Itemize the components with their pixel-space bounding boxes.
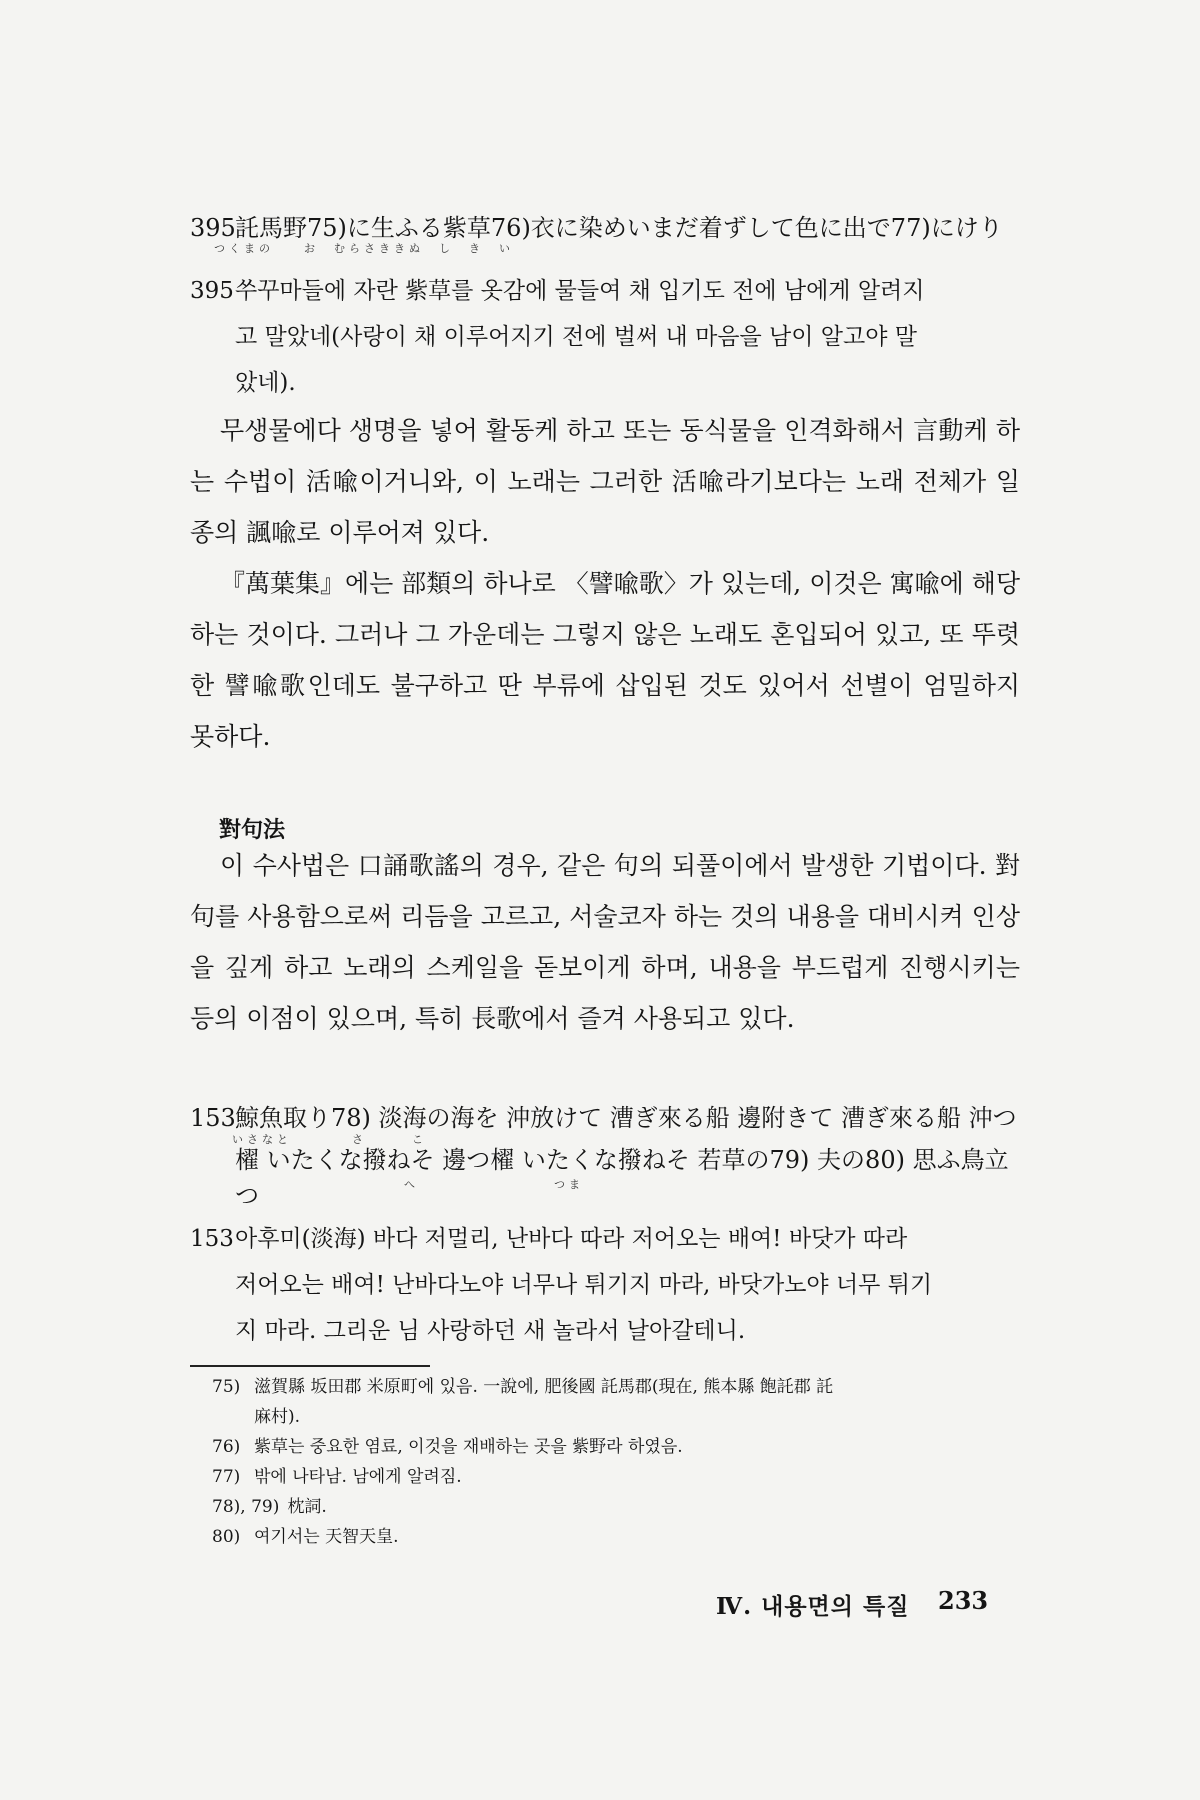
verse-153-furigana: いさなと さ こ <box>232 1133 427 1146</box>
verse-153-translation <box>190 1216 1030 1354</box>
footnote-text: 紫草는 중요한 염료, 이것을 재배하는 곳을 紫野라 하였음. <box>254 1437 683 1457</box>
verse-number: 153 <box>190 1226 234 1252</box>
page-number: 233 <box>938 1586 989 1615</box>
footnote-text: 밖에 나타남. 남에게 알려짐. <box>254 1467 462 1487</box>
translation-line: 저어오는 배여! 난바다노야 너무나 튀기지 마라, 바닷가노야 너무 튀기 <box>235 1272 933 1298</box>
verse-line: 鯨魚取り78) 淡海の海を 沖放けて 漕ぎ來る船 邊附きて 漕ぎ來る船 沖つ <box>235 1104 1017 1132</box>
verse-395-furigana: つくまの お むらさききぬ し き い <box>214 242 514 255</box>
footnote-text: 여기서는 天智天皇. <box>254 1527 399 1547</box>
verse-number: 395 <box>190 214 236 242</box>
translation-line: 았네). <box>235 370 296 396</box>
footnote-number: 80) <box>212 1527 241 1547</box>
footnotes <box>212 1372 1022 1552</box>
footnote-divider <box>190 1365 430 1367</box>
footnote-number: 76) <box>212 1437 241 1457</box>
paragraph: 이 수사법은 口誦歌謠의 경우, 같은 句의 되풀이에서 발생한 기법이다. 對句를 사용함으로써 리듬을 고르고, 서술코자 하는 것의 내용을 대비시켜 인상을 깊게 하고 노래의 스케일을 돋보이게 하며, 내용을 부드럽게 진행시키는 등의 이점이 있으며, 특히 長歌에서 즐겨 사용되고 있다. <box>190 851 1020 1033</box>
paragraph: 『萬葉集』에는 部類의 하나로 〈譬喩歌〉가 있는데, 이것은 寓喩에 해당하는 것이다. 그러나 그 가운데는 그렇지 않은 노래도 혼입되어 있고, 또 뚜렷한 譬喩歌인데도 불구하고 딴 부류에 삽입된 것도 있어서 선별이 엄밀하지 못하다. <box>190 569 1020 751</box>
verse-number: 153 <box>190 1104 236 1132</box>
footnote-text: 滋賀縣 坂田郡 米原町에 있음. 一說에, 肥後國 託馬郡(現在, 熊本縣 飽託郡 託 <box>254 1377 834 1397</box>
body-text <box>190 405 1020 762</box>
verse-395-translation <box>190 268 1020 406</box>
verse-text: 託馬野75)に生ふる紫草76)衣に染めいまだ着ずして色に出で77)にけり <box>235 214 1003 242</box>
translation-line: 지 마라. 그리운 님 사랑하던 새 놀라서 날아갈테니. <box>235 1318 746 1344</box>
section-body <box>190 840 1020 1044</box>
footnote-number: 78), 79) <box>212 1497 280 1517</box>
translation-line: 고 말았네(사랑이 채 이루어지기 전에 벌써 내 마음을 남이 알고야 말 <box>235 324 917 350</box>
footnote <box>212 1432 1022 1462</box>
verse-line: 櫂 いたくな撥ねそ 邊つ櫂 いたくな撥ねそ 若草の79) 夫の80) 思ふ鳥立つ <box>235 1146 1009 1210</box>
paragraph: 무생물에다 생명을 넣어 활동케 하고 또는 동식물을 인격화해서 言動케 하는 수법이 活喩이거니와, 이 노래는 그러한 活喩라기보다는 노래 전체가 일종의 諷喩로 이루어져 있다. <box>190 416 1020 547</box>
footnote <box>212 1522 1022 1552</box>
footnote-number: 77) <box>212 1467 241 1487</box>
footnote <box>212 1372 1022 1432</box>
footnote <box>212 1492 1022 1522</box>
footnote <box>212 1462 1022 1492</box>
footnote-text: 枕詞. <box>287 1497 327 1517</box>
verse-153-original <box>190 1100 1030 1214</box>
running-footer-chapter: Ⅳ. 내용면의 특질 <box>716 1593 910 1620</box>
footnote-number: 75) <box>212 1377 241 1397</box>
translation-line: 아후미(淡海) 바다 저멀리, 난바다 따라 저어오는 배여! 바닷가 따라 <box>235 1226 908 1252</box>
verse-153-furigana: へ つま <box>404 1178 584 1191</box>
verse-number: 395 <box>190 278 234 304</box>
translation-line: 쑤꾸마들에 자란 紫草를 옷감에 물들여 채 입기도 전에 남에게 알려지 <box>235 278 925 304</box>
section-heading: 對句法 <box>219 817 286 843</box>
footnote-text-cont: 麻村). <box>254 1407 301 1427</box>
